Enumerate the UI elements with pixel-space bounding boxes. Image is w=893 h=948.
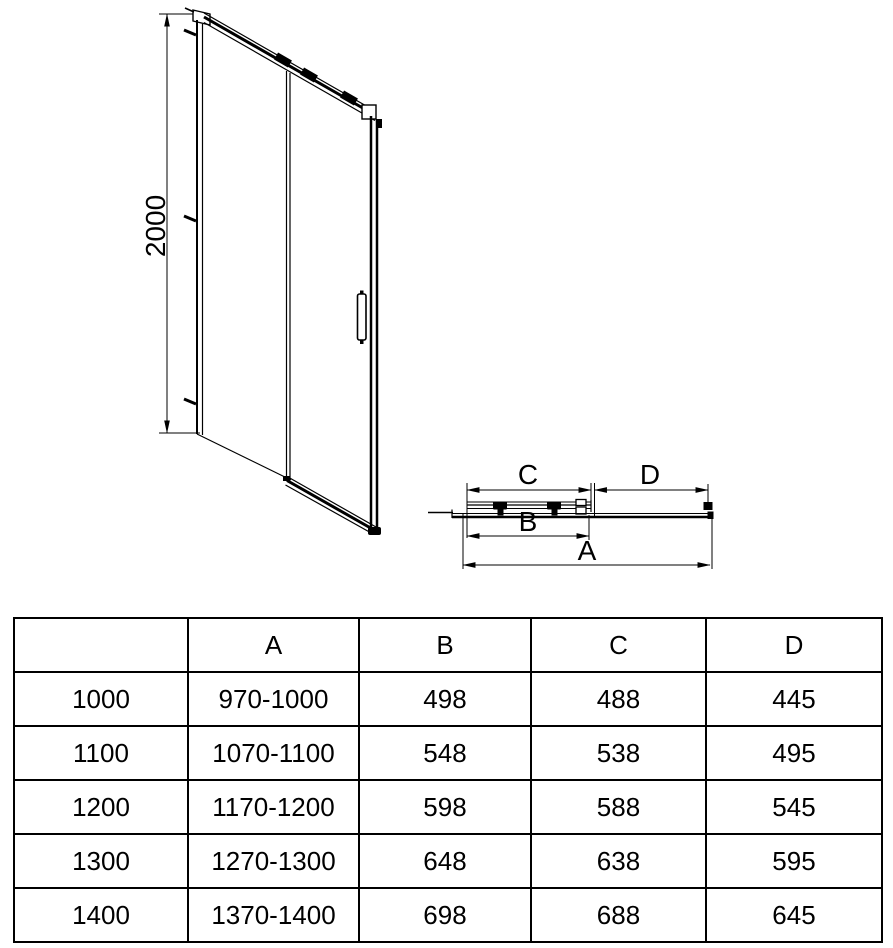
table-cell-a: 1270-1300	[188, 834, 359, 888]
table-cell-size: 1100	[14, 726, 188, 780]
bottom-rail-upper-line	[288, 477, 376, 527]
top-right-cap	[362, 105, 376, 119]
table-cell-b: 498	[359, 672, 531, 726]
table-cell-d: 545	[706, 780, 882, 834]
table-cell-d: 445	[706, 672, 882, 726]
plan-guide-bracket-lower	[576, 507, 586, 514]
dimension-label-d: D	[639, 459, 661, 490]
plan-roller-2	[547, 502, 561, 510]
sliding-door-panel	[283, 71, 366, 481]
plan-fixed-panel-end-cap	[708, 512, 714, 520]
table-row	[14, 780, 882, 834]
plan-roller-1-stem	[498, 510, 504, 516]
table-cell-b: 698	[359, 888, 531, 942]
dimension-a	[463, 535, 710, 566]
table-header-cell-size	[14, 618, 188, 672]
table-header-row	[14, 618, 882, 672]
table-cell-b: 648	[359, 834, 531, 888]
table-row	[14, 726, 882, 780]
door-handle	[358, 294, 367, 340]
table-cell-b: 598	[359, 780, 531, 834]
plan-wall-bracket-block	[704, 502, 713, 510]
bottom-rail-track-line	[287, 481, 375, 531]
top-rail	[204, 13, 382, 128]
table-cell-c: 538	[531, 726, 706, 780]
table-row	[14, 834, 882, 888]
table-cell-a: 1170-1200	[188, 780, 359, 834]
table-header-cell-a: A	[188, 618, 359, 672]
table-row	[14, 672, 882, 726]
table-cell-size: 1400	[14, 888, 188, 942]
wall-bracket-top	[184, 30, 196, 35]
table-cell-a: 970-1000	[188, 672, 359, 726]
table-cell-c: 488	[531, 672, 706, 726]
dimension-label-a: A	[577, 535, 597, 566]
fixed-panel-bottom-edge	[197, 434, 291, 480]
dimension-d	[595, 459, 709, 490]
wall-bracket-middle	[184, 216, 196, 221]
left-frame	[184, 8, 291, 480]
plan-roller-1	[493, 502, 507, 510]
table-cell-a: 1370-1400	[188, 888, 359, 942]
door-handle-bottom-nub	[360, 340, 364, 344]
table-cell-a: 1070-1100	[188, 726, 359, 780]
table-cell-c: 638	[531, 834, 706, 888]
table-cell-d: 595	[706, 834, 882, 888]
table-header-cell-c: C	[531, 618, 706, 672]
right-frame	[368, 116, 381, 535]
table-cell-c: 588	[531, 780, 706, 834]
dimension-b	[467, 506, 589, 537]
plan-guide-bracket-upper	[576, 500, 586, 506]
height-dimension	[140, 14, 200, 433]
wall-bracket-bottom	[184, 399, 196, 404]
bottom-rail-lower-line	[286, 485, 374, 534]
dimension-c	[467, 459, 591, 490]
size-table	[13, 617, 883, 943]
table-cell-size: 1000	[14, 672, 188, 726]
table-cell-d: 645	[706, 888, 882, 942]
bottom-rail	[286, 477, 377, 534]
table-header-cell-b: B	[359, 618, 531, 672]
dimension-label-b: B	[518, 506, 538, 537]
height-dimension-label: 2000	[140, 194, 171, 258]
table-cell-b: 548	[359, 726, 531, 780]
dimension-label-c: C	[517, 459, 539, 490]
plan-roller-2-stem	[552, 510, 558, 516]
plan-view	[428, 459, 714, 569]
table-cell-d: 495	[706, 726, 882, 780]
table-cell-size: 1200	[14, 780, 188, 834]
table-header-cell-d: D	[706, 618, 882, 672]
front-view	[140, 8, 382, 535]
table-cell-size: 1300	[14, 834, 188, 888]
table-row	[14, 888, 882, 942]
table-cell-c: 688	[531, 888, 706, 942]
